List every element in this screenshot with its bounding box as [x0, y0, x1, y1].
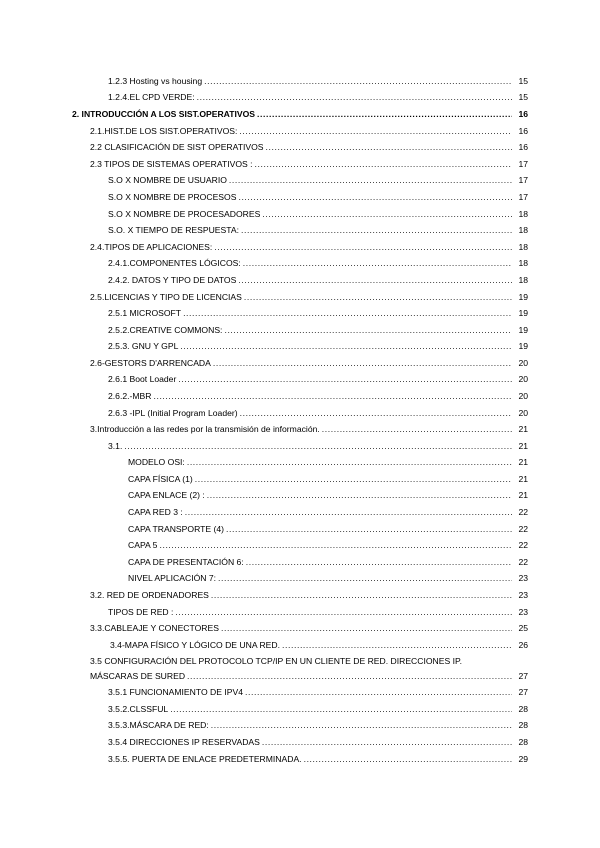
- toc-entry[interactable]: [0, 737, 600, 748]
- toc-entry[interactable]: [0, 623, 600, 634]
- toc-page-number: 28: [518, 720, 528, 730]
- toc-entry-label: 3.2. RED DE ORDENADORES: [90, 590, 209, 600]
- toc-entry[interactable]: [0, 192, 600, 203]
- toc-page-number: 23: [518, 573, 528, 583]
- toc-entry-label: 1.2.3 Hosting vs housing: [108, 76, 203, 86]
- toc-entry-label: 2.2 CLASIFICACIÓN DE SIST OPERATIVOS: [90, 142, 264, 152]
- toc-leader-dots: [244, 292, 512, 303]
- toc-entry-label: 3.5.3.MÁSCARA DE RED:: [108, 720, 209, 730]
- toc-entry[interactable]: [0, 391, 600, 402]
- toc-leader-dots: [238, 275, 512, 286]
- toc-page-number: 18: [518, 242, 528, 252]
- toc-entry[interactable]: [0, 573, 600, 584]
- toc-entry[interactable]: [0, 474, 600, 485]
- toc-entry-label: 1.2.4.EL CPD VERDE:: [108, 92, 195, 102]
- toc-entry-label: 2.6.2.-MBR: [108, 391, 152, 401]
- toc-entry[interactable]: [0, 607, 600, 618]
- toc-leader-dots: [180, 341, 512, 352]
- toc-entry[interactable]: [0, 720, 600, 731]
- toc-page-number: 18: [518, 225, 528, 235]
- toc-entry[interactable]: [0, 704, 600, 715]
- toc-page-number: 20: [518, 374, 528, 384]
- toc-entry-label: 3.1.: [108, 441, 123, 451]
- toc-page-number: 22: [518, 507, 528, 517]
- toc-leader-dots: [195, 474, 512, 485]
- toc-entry[interactable]: [0, 142, 600, 153]
- toc-entry[interactable]: [0, 424, 600, 435]
- toc-leader-dots: [282, 640, 512, 651]
- toc-leader-dots: [257, 109, 512, 120]
- toc-entry[interactable]: [0, 687, 600, 698]
- toc-page-number: 19: [518, 308, 528, 318]
- toc-page-number: 16: [518, 126, 528, 136]
- toc-page-number: 18: [518, 275, 528, 285]
- toc-entry-label: 2.4.1.COMPONENTES LÓGICOS:: [108, 258, 241, 268]
- toc-leader-dots: [124, 441, 512, 452]
- toc-leader-dots: [214, 242, 512, 253]
- toc-entry[interactable]: [0, 341, 600, 352]
- toc-entry[interactable]: [0, 408, 600, 419]
- toc-page-number: 25: [518, 623, 528, 633]
- toc-entry[interactable]: [0, 159, 600, 170]
- toc-entry-label: 3.5.5. PUERTA DE ENLACE PREDETERMINADA.: [108, 754, 302, 764]
- toc-entry-label: S.O X NOMBRE DE PROCESADORES: [108, 209, 261, 219]
- toc-entry-label: 2.5.2.CREATIVE COMMONS:: [108, 325, 223, 335]
- toc-entry-label: 3.Introducción a las redes por la transmisión de información.: [90, 424, 320, 434]
- toc-entry[interactable]: [0, 507, 600, 518]
- toc-entry-label: 2.5.1 MICROSOFT: [108, 308, 182, 318]
- toc-leader-dots: [243, 258, 512, 269]
- toc-page-number: 15: [518, 92, 528, 102]
- toc-page-number: 21: [518, 441, 528, 451]
- toc-entry-label: 2.5.LICENCIAS Y TIPO DE LICENCIAS: [90, 292, 242, 302]
- toc-page-number: 22: [518, 557, 528, 567]
- toc-entry-multiline[interactable]: [0, 656, 600, 682]
- toc-leader-dots: [246, 557, 512, 568]
- toc-leader-dots: [304, 754, 512, 765]
- toc-leader-dots: [241, 225, 512, 236]
- toc-leader-dots: [221, 623, 512, 634]
- toc-entry[interactable]: [0, 275, 600, 286]
- toc-entry-label: 3.4-MAPA FÍSICO Y LÓGICO DE UNA RED.: [110, 640, 281, 650]
- toc-entry-label: 2.3 TIPOS DE SISTEMAS OPERATIVOS :: [90, 159, 253, 169]
- toc-page-number: 22: [518, 524, 528, 534]
- toc-leader-dots: [153, 391, 512, 402]
- toc-leader-dots: [211, 590, 512, 601]
- toc-page-number: 27: [518, 671, 528, 681]
- toc-entry[interactable]: [0, 292, 600, 303]
- toc-entry-label: 2.6.3 -IPL (Initial Program Loader): [108, 408, 238, 418]
- toc-leader-dots: [238, 192, 512, 203]
- toc-page-number: 17: [518, 159, 528, 169]
- toc-leader-dots: [178, 374, 512, 385]
- toc-entry-label: 3.5.1 FUNCIONAMIENTO DE IPV4: [108, 687, 243, 697]
- toc-entry-label: CAPA RED 3 :: [128, 507, 183, 517]
- toc-entry-label: TIPOS DE RED :: [108, 607, 174, 617]
- toc-entry-label: S.O X NOMBRE DE PROCESOS: [108, 192, 237, 202]
- toc-entry-label: S.O. X TIEMPO DE RESPUESTA:: [108, 225, 240, 235]
- toc-page-number: 21: [518, 457, 528, 467]
- toc-entry[interactable]: [0, 441, 600, 452]
- toc-entry-label: CAPA DE PRESENTACIÓN 6:: [128, 557, 244, 567]
- toc-entry[interactable]: [0, 92, 600, 103]
- toc-page-number: 17: [518, 192, 528, 202]
- toc-page-number: 29: [518, 754, 528, 764]
- toc-page-number: 16: [518, 142, 528, 152]
- toc-leader-dots: [255, 159, 512, 170]
- toc-leader-dots: [245, 687, 512, 698]
- toc-entry-label: 3.3.CABLEAJE Y CONECTORES: [90, 623, 219, 633]
- toc-entry[interactable]: [0, 540, 600, 551]
- toc-entry[interactable]: [0, 175, 600, 186]
- toc-page-number: 20: [518, 391, 528, 401]
- toc-leader-dots: [159, 540, 512, 551]
- toc-entry-label: 2.6.1 Boot Loader: [108, 374, 177, 384]
- toc-page-number: 22: [518, 540, 528, 550]
- toc-page-number: 23: [518, 590, 528, 600]
- toc-page-number: 19: [518, 325, 528, 335]
- toc-entry-label: 3.5.2.CLSSFUL: [108, 704, 169, 714]
- toc-leader-dots: [213, 358, 512, 369]
- toc-entry[interactable]: [0, 457, 600, 468]
- toc-page-number: 15: [518, 76, 528, 86]
- toc-leader-dots: [207, 490, 512, 501]
- toc-page-number: 28: [518, 704, 528, 714]
- toc-entry-label: 3.5.4 DIRECCIONES IP RESERVADAS: [108, 737, 260, 747]
- toc-entry[interactable]: [0, 258, 600, 269]
- toc-entry[interactable]: [0, 490, 600, 501]
- toc-entry[interactable]: [0, 358, 600, 369]
- toc-entry-label: MODELO OSI:: [128, 457, 185, 467]
- toc-entry[interactable]: [0, 225, 600, 236]
- toc-entry[interactable]: [0, 557, 600, 568]
- toc-leader-dots: [226, 524, 512, 535]
- toc-entry[interactable]: [0, 590, 600, 601]
- toc-entry-label: 2.1.HIST.DE LOS SIST.OPERATIVOS:: [90, 126, 238, 136]
- toc-leader-dots: [185, 507, 512, 518]
- toc-leader-dots: [262, 737, 512, 748]
- toc-leader-dots: [229, 175, 512, 186]
- toc-entry-label-line1: 3.5 CONFIGURACIÓN DEL PROTOCOLO TCP/IP EN UN CLIENTE DE RED. DIRECCIONES IP.: [90, 656, 462, 666]
- toc-leader-dots: [183, 308, 512, 319]
- toc-leader-dots: [224, 325, 512, 336]
- toc-page-number: 17: [518, 175, 528, 185]
- toc-entry[interactable]: [0, 308, 600, 319]
- toc-entry-label: CAPA ENLACE (2) :: [128, 490, 205, 500]
- toc-leader-dots: [211, 720, 512, 731]
- toc-leader-dots: [187, 671, 512, 682]
- toc-page-number: 18: [518, 209, 528, 219]
- toc-page-number: 23: [518, 607, 528, 617]
- toc-entry-label-line2: MÁSCARAS DE SURED: [90, 671, 186, 681]
- toc-leader-dots: [218, 573, 512, 584]
- toc-entry-label: 2. INTRODUCCIÓN A LOS SIST.OPERATIVOS: [72, 109, 256, 119]
- toc-leader-dots: [175, 607, 512, 618]
- toc-page-number: 18: [518, 258, 528, 268]
- toc-page-number: 21: [518, 490, 528, 500]
- toc-entry[interactable]: [0, 524, 600, 535]
- toc-page-number: 20: [518, 358, 528, 368]
- toc-leader-dots: [322, 424, 512, 435]
- toc-entry-label: 2.4.2. DATOS Y TIPO DE DATOS: [108, 275, 237, 285]
- toc-entry-label: 2.4.TIPOS DE APLICACIONES:: [90, 242, 213, 252]
- toc-leader-dots: [266, 142, 512, 153]
- toc-leader-dots: [197, 92, 512, 103]
- toc-entry[interactable]: [0, 126, 600, 137]
- toc-page-number: 19: [518, 341, 528, 351]
- toc-page-number: 21: [518, 474, 528, 484]
- toc-entry-label: 2.5.3. GNU Y GPL: [108, 341, 179, 351]
- toc-page-number: 28: [518, 737, 528, 747]
- toc-leader-dots: [239, 126, 512, 137]
- toc-entry[interactable]: [0, 640, 600, 651]
- toc-entry-label: CAPA 5: [128, 540, 158, 550]
- toc-entry[interactable]: [0, 109, 600, 120]
- toc-entry-label: CAPA FÍSICA (1): [128, 474, 193, 484]
- toc-page-number: 20: [518, 408, 528, 418]
- toc-page-number: 21: [518, 424, 528, 434]
- toc-leader-dots: [262, 209, 512, 220]
- toc-leader-dots: [240, 408, 512, 419]
- toc-page-number: 26: [518, 640, 528, 650]
- toc-page-number: 16: [518, 109, 528, 119]
- toc-leader-dots: [187, 457, 512, 468]
- toc-entry[interactable]: [0, 76, 600, 87]
- toc-page-number: 27: [518, 687, 528, 697]
- toc-entry[interactable]: [0, 325, 600, 336]
- toc-entry-label: CAPA TRANSPORTE (4): [128, 524, 224, 534]
- toc-entry-label: 2.6-GESTORS D'ARRENCADA: [90, 358, 211, 368]
- toc-entry-label: S.O X NOMBRE DE USUARIO: [108, 175, 227, 185]
- toc-leader-dots: [204, 76, 512, 87]
- toc-page-number: 19: [518, 292, 528, 302]
- toc-leader-dots: [170, 704, 512, 715]
- toc-entry[interactable]: [0, 754, 600, 765]
- toc-entry[interactable]: [0, 242, 600, 253]
- toc-entry-label: NIVEL APLICACIÓN 7:: [128, 573, 217, 583]
- toc-entry[interactable]: [0, 374, 600, 385]
- toc-entry[interactable]: [0, 209, 600, 220]
